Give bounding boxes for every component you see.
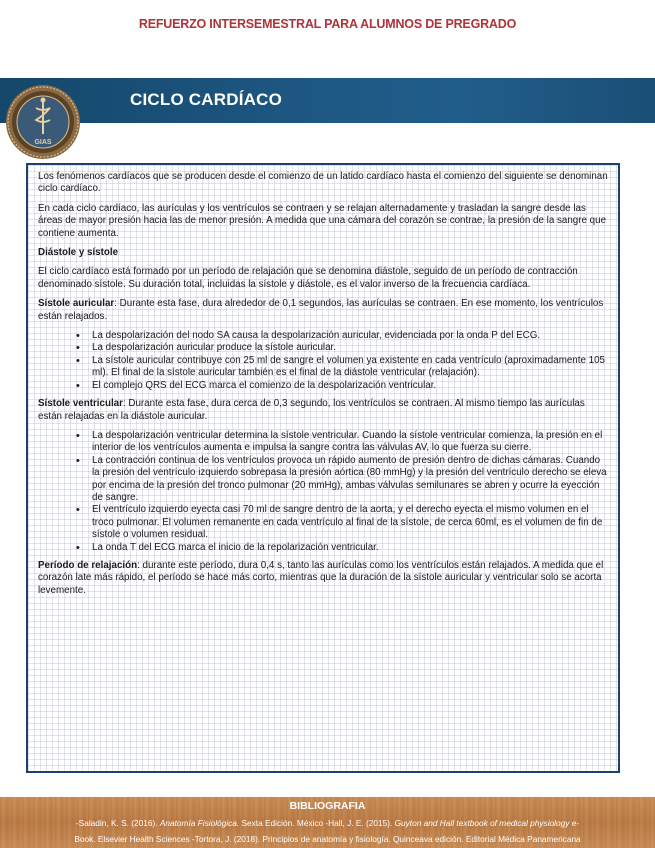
bibliography-line1-a: -Saladin, K. S. (2016). [75,818,160,828]
intro-paragraph-1: Los fenómenos cardíacos que se producen desde el comienzo de un latido cardíaco hasta el comienzo del siguiente se denominan ciclo cardíaco. [38,171,608,195]
title-banner [0,78,655,123]
ventricular-paragraph [38,398,608,423]
bibliography-bar [0,797,655,848]
list-item: • El ventrículo izquierdo eyecta casi 70 ml de sangre dentro de la aorta, y el derecho eyecta el mismo volumen en el troco pulmonar. El volumen remanente en cada ventrículo al final de la sístole, de cerca 60ml, es el volumen de fin de sístole o volumen residual. [76,504,608,541]
list-item: • La despolarización auricular produce la sístole auricular. [76,342,608,354]
ventricular-label: Sístole ventricular [38,398,123,410]
list-item: • La sístole auricular contribuye con 25 ml de sangre el volumen ya existente en cada ventrículo (aproximadamente 105 ml). El final de la sístole auricular también es el final de la diástole ventricular (relajación). [76,355,608,380]
page-header-title: REFUERZO INTERSEMESTRAL PARA ALUMNOS DE PREGRADO [138,17,517,31]
ventricular-text: : Durante esta fase, dura cerca de 0,3 segundo, los ventrículos se contraen. Al mismo tiempo las aurículas están relajadas en la diástole auricular. [38,398,585,422]
content-box [26,163,620,773]
list-item: • El complejo QRS del ECG marca el comienzo de la despolarización ventricular. [76,380,608,392]
list-item: • La despolarización del nodo SA causa la despolarización auricular, evidenciada por la onda P del ECG. [76,330,608,342]
seal-text: GIAS [34,139,52,146]
bibliography-text [0,815,655,847]
relajacion-text: : durante este período, dura 0,4 s, tanto las aurículas como los ventrículos están relajados. A medida que el corazón late más rápido, el período se hace más corto, mientras que la duración de la sístole auricular y ventricular solo se acorta levemente. [38,559,604,596]
relajacion-label: Período de relajación [38,559,138,571]
auricular-text: : Durante esta fase, dura alrededor de 0,1 segundos, las aurículas se contraen. En ese momento, los ventrículos están relajados. [38,298,604,322]
page-title: CICLO CARDÍACO [130,90,283,109]
bibliography-line1-d: Guyton and Hall textbook of medical physiology e- [394,818,580,828]
gias-seal-logo [5,84,81,160]
intro-paragraph-2: En cada ciclo cardíaco, las aurículas y los ventrículos se contraen y se relajan alternadamente y trasladan la sangre desde las áreas de mayor presión hacia las de menor presión. A medida que una cámara del corazón se contrae, la presión de la sangre que contiene aumenta. [38,202,607,239]
bibliography-title: BIBLIOGRAFIA [289,800,366,812]
bibliography-line1-b: Anatomía Fisiológica. [159,818,240,828]
relajacion-paragraph [38,560,608,597]
auricular-label: Sístole auricular [38,298,115,310]
section-heading-text: Diástole y sístole [38,247,119,259]
section-paragraph: El ciclo cardíaco está formado por un período de relajación que se denomina diástole, seguido de un período de contracción denominado sístole. Su duración total, incluidas la sístole y diástole, es el valor inverso de la frecuencia cardíaca. [38,266,578,290]
list-item: • La onda T del ECG marca el inicio de la repolarización ventricular. [76,542,608,554]
list-item: • La contracción continua de los ventrículos provoca un rápido aumento de presión dentro de dichas cámaras. Cuando la presión del ventrículo izquierdo sobrepasa la presión aórtica (80 mmHg) y la presión del ventrículo derecho se eleva por encima de la presión del tronco pulmonar (20 mmHg), ambas válvulas semilunares se abren y ocurre la eyección de sangre. [76,455,608,505]
auricular-list [38,330,608,392]
bibliography-line1-c: Sexta Edición. México -Hall, J. E. (2015). [239,818,395,828]
ventricular-list [38,430,608,554]
list-item: • La despolarización ventricular determina la sístole ventricular. Cuando la sístole ventricular comienza, la presión en el interior de los ventrículos aumenta e impulsa la sangre contra las válvulas AV, lo que fuerza su cierre. [76,430,608,455]
bibliography-line2: Book. Elsevier Health Sciences -Tortora, J. (2018). Principios de anatomía y fisiología. Quinceava edición. Editorial Médica Panamericana [74,834,581,844]
auricular-paragraph [38,298,608,323]
section-heading [38,247,608,259]
